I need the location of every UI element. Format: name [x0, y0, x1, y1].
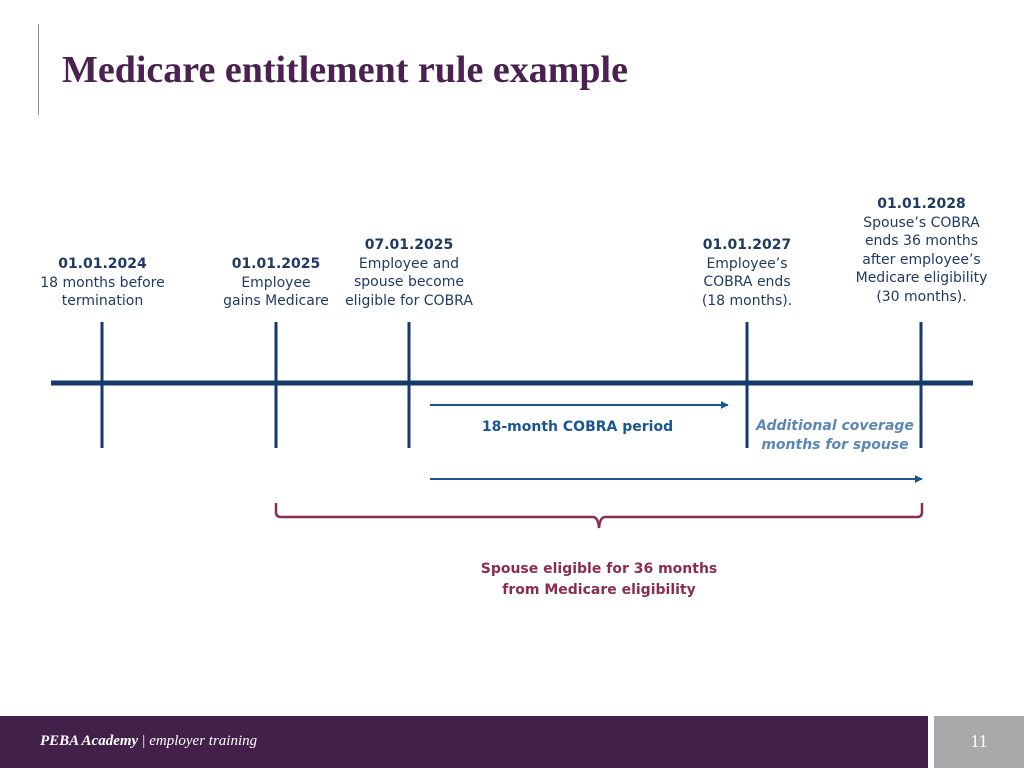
footer-separator: | — [142, 733, 146, 749]
milestone-date: 01.01.2028 — [877, 196, 966, 212]
footer-brand-name: PEBA Academy — [40, 733, 139, 749]
footer-brand — [40, 733, 257, 750]
additional-coverage-label: Additional coverage months for spouse — [756, 418, 914, 453]
milestone-date: 01.01.2025 — [231, 256, 321, 272]
footer-subtitle: employer training — [149, 733, 258, 749]
milestone-description: Employee and spouse become eligible for COBRA — [345, 255, 473, 309]
milestone-date: 07.01.2025 — [364, 237, 454, 253]
spouse-eligibility-brace — [276, 503, 922, 528]
milestone-description: Employee gains Medicare — [223, 274, 329, 309]
milestone-date: 01.01.2027 — [702, 237, 792, 253]
page-number: 11 — [970, 731, 988, 751]
milestone-2028-01 — [846, 195, 997, 306]
milestone-2027-01 — [682, 236, 812, 310]
milestone-2025-01 — [211, 255, 341, 311]
spouse-eligibility-label: Spouse eligible for 36 months from Medicare eligibility — [480, 561, 718, 598]
milestone-description: Employee’s COBRA ends (18 months). — [701, 255, 793, 309]
milestone-date: 01.01.2024 — [58, 256, 147, 272]
page-title: Medicare entitlement rule example — [62, 49, 628, 91]
cobra-period-label: 18-month COBRA period — [481, 419, 674, 435]
milestone-2025-07 — [339, 236, 479, 310]
milestone-description: Spouse’s COBRA ends 36 months after employee’s Medicare eligibility (30 months). — [855, 214, 988, 305]
milestone-description: 18 months before termination — [40, 274, 165, 309]
milestone-2024-01 — [30, 255, 175, 311]
